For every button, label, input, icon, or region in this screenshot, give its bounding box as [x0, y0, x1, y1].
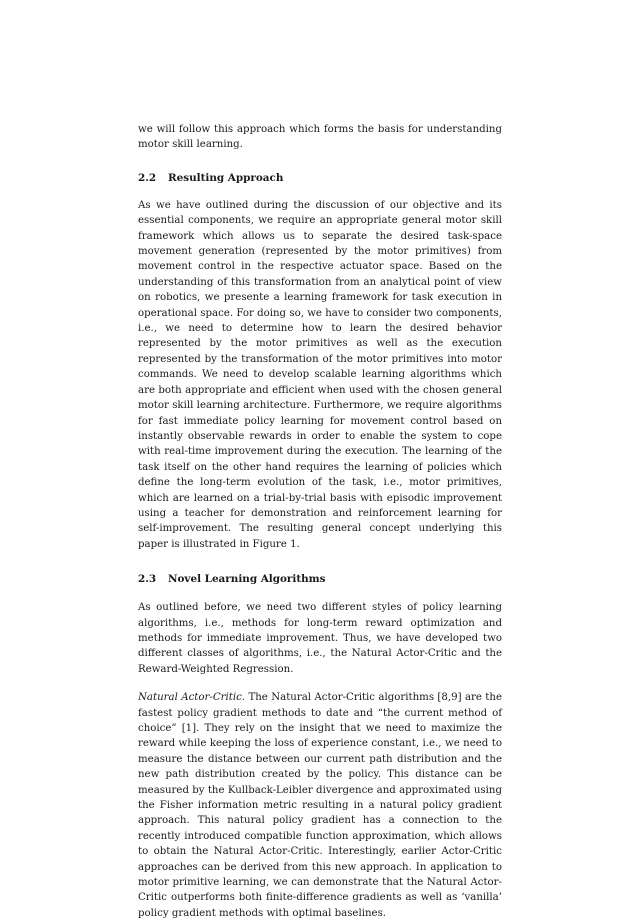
section-2-2-paragraph: As we have outlined during the discussion of our objective and its essential components, we require an appropriate general motor skill framework which allows us to separate the desired task-space movement generation (represented by the motor primitives) from movement control in the respective actuator space. Based on the understanding of this transformation from an analytical point of view on robotics, we presente a learning framework for task execution in operational space. For doing so, we have to consider two components, i.e., we need to determine how to learn the desired behavior represented by the motor primitives as well as the execution represented by the transformation of the motor primitives into motor commands. We need to develop scalable learning algorithms which are both appropriate and efficient when used with the chosen general motor skill learning architecture. Furthermore, we require algorithms for fast immediate policy learning for movement control based on instantly observable rewards in order to enable the system to cope with real-time improvement during the execution. The learning of the task itself on the other hand requires the learning of policies which define the long-term evolution of the task, i.e., motor primitives, which are learned on a trial-by-trial basis with episodic improvement using a teacher for demonstration and reinforcement learning for self-improvement. The resulting general concept underlying this paper is illustrated in Figure 1. — [138, 199, 502, 550]
section-title: Resulting Approach — [168, 171, 284, 184]
section-heading-2-2 — [138, 171, 502, 186]
paragraph-body: The Natural Actor-Critic algorithms [8,9] are the fastest policy gradient methods to date and “the current method of choice” [1]. They rely on the insight that we need to maximize the reward while keeping the loss of experience constant, i.e., we need to measure the distance between our current path distribution and the new path distribution created by the policy. This distance can be measured by the Kullback-Leibler divergence and approximated using the Fisher information metric resulting in a natural policy gradient approach. This natural policy gradient has a connection to the recently introduced compatible function approximation, which allows to obtain the Natural Actor-Critic. Interestingly, earlier Actor-Critic approaches can be derived from this new approach. In application to motor primitive learning, we can demonstrate that the Natural Actor-Critic outperforms both finite-difference gradients as well as ‘vanilla’ policy gradient methods with optimal baselines. — [138, 692, 502, 919]
section-2-3-paragraph: As outlined before, we need two different styles of policy learning algorithms, i.e., methods for long-term reward optimization and methods for immediate improvement. Thus, we have developed two different classes of algorithms, i.e., the Natural Actor-Critic and the Reward-Weighted Regression. — [138, 602, 502, 675]
natural-actor-critic-paragraph — [138, 690, 502, 921]
section-number: 2.2 — [138, 171, 157, 184]
section-heading-2-3 — [138, 572, 502, 587]
section-number: 2.3 — [138, 573, 157, 586]
section-title: Novel Learning Algorithms — [168, 573, 326, 586]
intro-paragraph: we will follow this approach which forms the basis for understanding motor skill learning. — [138, 124, 502, 151]
paragraph-title: Natural Actor-Critic. — [138, 692, 246, 704]
paper-page — [138, 122, 502, 921]
